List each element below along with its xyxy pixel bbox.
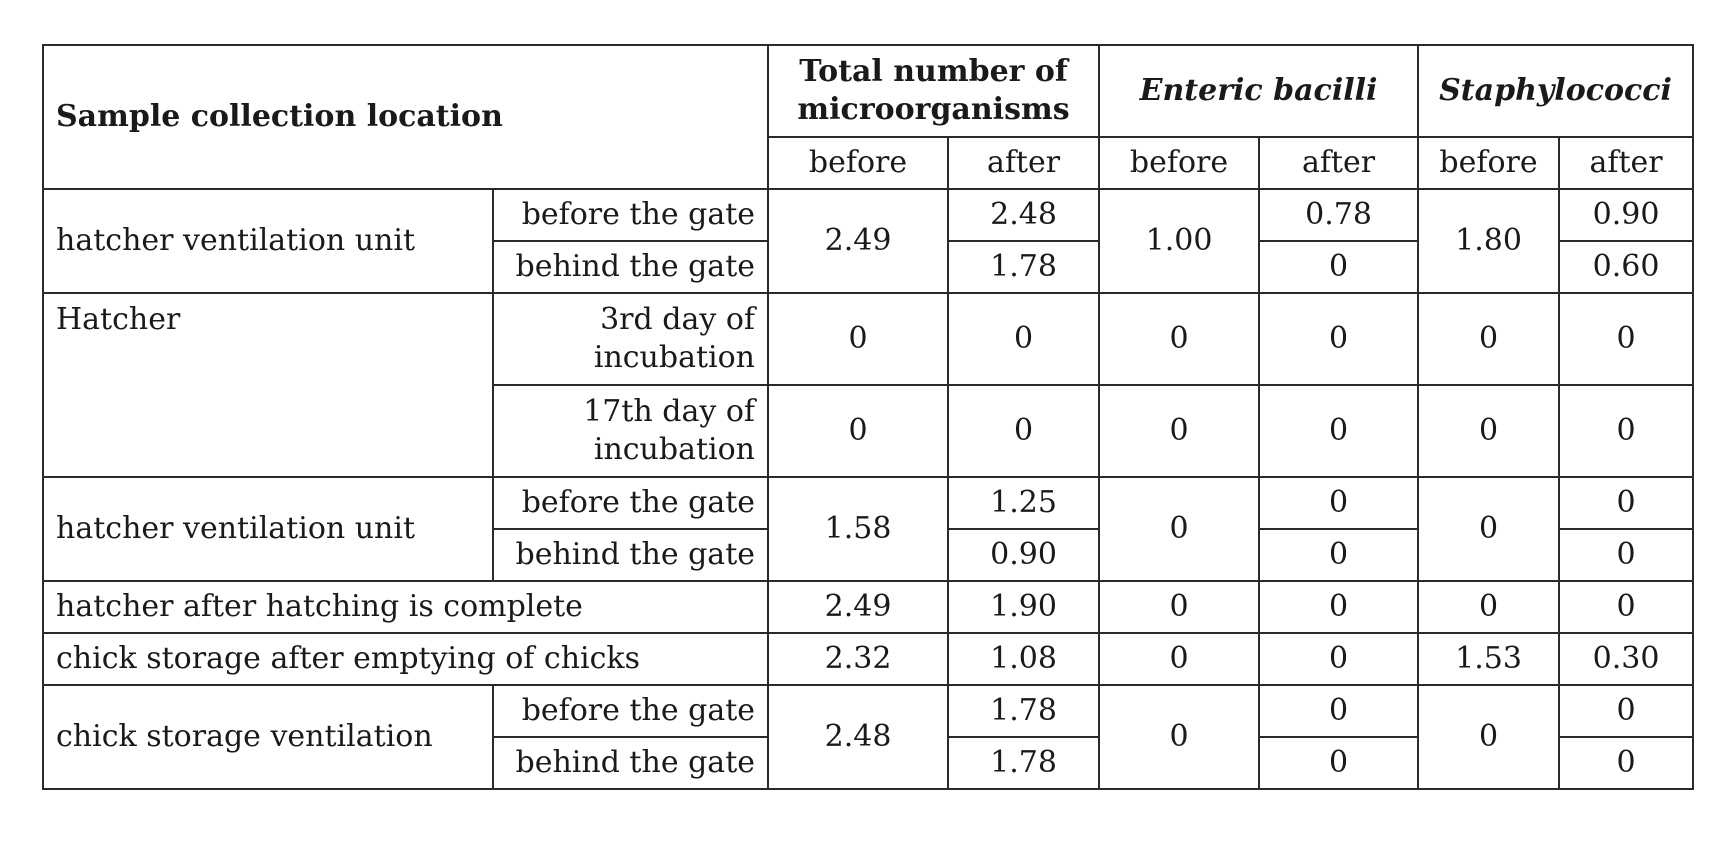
row-sublabel: before the gate <box>493 477 768 529</box>
header-total-before: before <box>768 137 948 189</box>
cell-value: 0 <box>948 293 1099 385</box>
header-total-after: after <box>948 137 1099 189</box>
cell-value: 0 <box>1418 477 1559 581</box>
row-label: Hatcher <box>43 293 493 477</box>
cell-value: 0 <box>948 385 1099 477</box>
cell-value: 0 <box>1259 477 1418 529</box>
row-label: hatcher ventilation unit <box>43 189 493 293</box>
table-row <box>43 633 1693 685</box>
cell-value: 0 <box>1259 385 1418 477</box>
cell-value: 1.78 <box>948 685 1099 737</box>
cell-value: 0 <box>1259 293 1418 385</box>
row-sublabel: before the gate <box>493 189 768 241</box>
cell-value: 0 <box>768 293 948 385</box>
cell-value: 0.90 <box>948 529 1099 581</box>
cell-value: 0 <box>1559 685 1693 737</box>
header-enteric-before: before <box>1099 137 1259 189</box>
cell-value: 0 <box>1559 477 1693 529</box>
cell-value: 2.48 <box>948 189 1099 241</box>
table-row <box>43 581 1693 633</box>
cell-value: 0 <box>1099 293 1259 385</box>
cell-value: 0 <box>1418 581 1559 633</box>
row-sublabel: before the gate <box>493 685 768 737</box>
cell-value: 1.00 <box>1099 189 1259 293</box>
cell-value: 1.58 <box>768 477 948 581</box>
table-row <box>43 685 1693 737</box>
cell-value: 2.49 <box>768 189 948 293</box>
cell-value: 0 <box>1259 241 1418 293</box>
header-staph: Staphylococci <box>1418 45 1693 137</box>
cell-value: 0 <box>1259 737 1418 789</box>
row-sublabel: behind the gate <box>493 737 768 789</box>
cell-value: 1.80 <box>1418 189 1559 293</box>
cell-value: 0 <box>768 385 948 477</box>
header-location: Sample collection location <box>43 45 768 189</box>
table-row <box>43 293 1693 385</box>
header-enteric-after: after <box>1259 137 1418 189</box>
row-sublabel: behind the gate <box>493 241 768 293</box>
cell-value: 2.32 <box>768 633 948 685</box>
cell-value: 1.53 <box>1418 633 1559 685</box>
cell-value: 0 <box>1559 385 1693 477</box>
cell-value: 2.48 <box>768 685 948 789</box>
header-enteric: Enteric bacilli <box>1099 45 1418 137</box>
row-sublabel: behind the gate <box>493 529 768 581</box>
cell-value: 0 <box>1418 685 1559 789</box>
header-total: Total number of microorganisms <box>768 45 1099 137</box>
cell-value: 1.08 <box>948 633 1099 685</box>
cell-value: 0 <box>1559 529 1693 581</box>
cell-value: 0.90 <box>1559 189 1693 241</box>
cell-value: 1.90 <box>948 581 1099 633</box>
cell-value: 0.78 <box>1259 189 1418 241</box>
cell-value: 0 <box>1559 581 1693 633</box>
cell-value: 0 <box>1418 385 1559 477</box>
table-row <box>43 477 1693 529</box>
header-staph-after: after <box>1559 137 1693 189</box>
table-row <box>43 189 1693 241</box>
cell-value: 0 <box>1259 685 1418 737</box>
cell-value: 1.78 <box>948 241 1099 293</box>
row-label: chick storage after emptying of chicks <box>43 633 768 685</box>
cell-value: 2.49 <box>768 581 948 633</box>
header-staph-before: before <box>1418 137 1559 189</box>
row-label: hatcher ventilation unit <box>43 477 493 581</box>
cell-value: 1.78 <box>948 737 1099 789</box>
cell-value: 0 <box>1559 737 1693 789</box>
header-row-1 <box>43 45 1693 137</box>
data-table <box>42 44 1694 790</box>
cell-value: 0 <box>1099 581 1259 633</box>
cell-value: 0.60 <box>1559 241 1693 293</box>
row-label: chick storage ventilation <box>43 685 493 789</box>
cell-value: 0 <box>1418 293 1559 385</box>
cell-value: 0 <box>1099 385 1259 477</box>
row-sublabel: 17th day of incubation <box>493 385 768 477</box>
cell-value: 0 <box>1259 581 1418 633</box>
cell-value: 0 <box>1259 529 1418 581</box>
cell-value: 1.25 <box>948 477 1099 529</box>
row-sublabel: 3rd day of incubation <box>493 293 768 385</box>
cell-value: 0 <box>1099 633 1259 685</box>
row-label: hatcher after hatching is complete <box>43 581 768 633</box>
cell-value: 0 <box>1099 685 1259 789</box>
cell-value: 0.30 <box>1559 633 1693 685</box>
cell-value: 0 <box>1259 633 1418 685</box>
cell-value: 0 <box>1099 477 1259 581</box>
cell-value: 0 <box>1559 293 1693 385</box>
